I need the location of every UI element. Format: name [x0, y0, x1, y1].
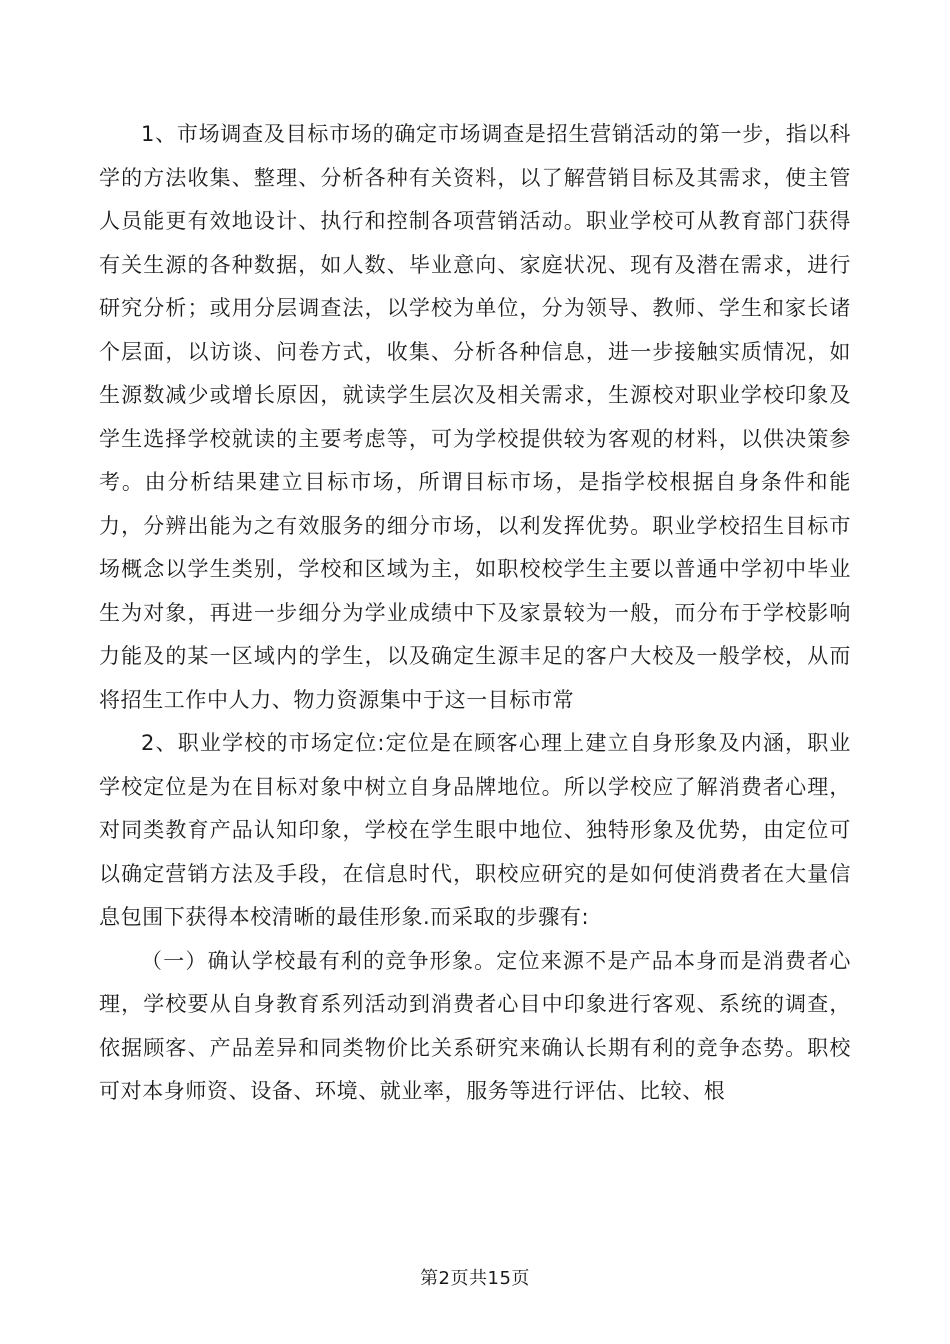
- page-number-footer: 第2页共15页: [420, 1268, 530, 1289]
- document-body: [99, 113, 851, 1114]
- paragraph-market-positioning: 2、职业学校的市场定位:定位是在顾客心理上建立自身形象及内涵，职业学校定位是为在目标对象中树立自身品牌地位。所以学校应了解消费者心理，对同类教育产品认知印象，学校在学生眼中地位、独特形象及优势，由定位可以确定营销方法及手段，在信息时代，职校应研究的是如何使消费者在大量信息包围下获得本校清晰的最佳形象.而采取的步骤有:: [99, 731, 851, 929]
- paragraph-market-research: 1、市场调查及目标市场的确定市场调查是招生营销活动的第一步，指以科学的方法收集、整理、分析各种有关资料，以了解营销目标及其需求，使主管人员能更有效地设计、执行和控制各项营销活动。职业学校可从教育部门获得有关生源的各种数据，如人数、毕业意向、家庭状况、现有及潜在需求，进行研究分析；或用分层调查法，以学校为单位，分为领导、教师、学生和家长诸个层面，以访谈、问卷方式，收集、分析各种信息，进一步接触实质情况，如生源数减少或增长原因，就读学生层次及相关需求，生源校对职业学校印象及学生选择学校就读的主要考虑等，可为学校提供较为客观的材料，以供决策参考。由分析结果建立目标市场，所谓目标市场，是指学校根据自身条件和能力，分辨出能为之有效服务的细分市场，以利发挥优势。职业学校招生目标市场概念以学生类别，学校和区域为主，如职校校学生主要以普通中学初中毕业生为对象，再进一步细分为学业成绩中下及家景较为一般，而分布于学校影响力能及的某一区域内的学生，以及确定生源丰足的客户大校及一般学校，从而将招生工作中人力、物力资源集中于这一目标市常: [99, 122, 851, 712]
- paragraph-competitive-image: （一）确认学校最有利的竞争形象。定位来源不是产品本身而是消费者心理，学校要从自身教育系列活动到消费者心目中印象进行客观、系统的调查，依据顾客、产品差异和同类物价比关系研究来确认长期有利的竞争态势。职校可对本身师资、设备、环境、就业率，服务等进行评估、比较、根: [99, 948, 851, 1103]
